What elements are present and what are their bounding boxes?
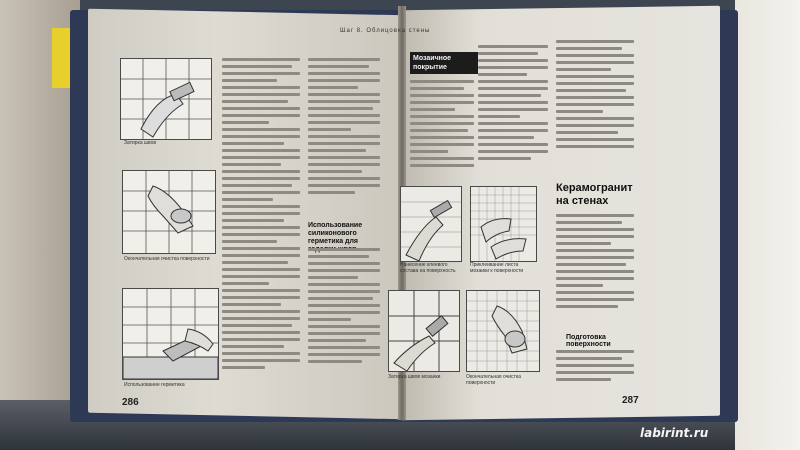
watermark-logo: labirint.ru	[640, 426, 709, 440]
figure-mosaic-sheet	[470, 186, 537, 262]
right-text-column-top	[556, 40, 634, 160]
caption-mosaic-grout: Затирка швов мозаики	[388, 374, 441, 380]
inner-text-column-top	[308, 58, 380, 218]
mosaic-text-left	[410, 80, 474, 180]
right-text-column-bottom	[556, 350, 634, 390]
running-head: Шаг 8. Облицовка стены	[340, 28, 431, 34]
caption-mosaic-sheet: Приклеивание листа мозаики к поверхности	[470, 262, 524, 274]
caption-sealant: Использование герметика	[124, 382, 185, 388]
left-page-number: 286	[122, 397, 139, 408]
caption-final-cleaning: Окончательная очистка поверхности	[466, 374, 521, 386]
inner-text-column-bottom	[308, 248, 380, 388]
caption-adhesive: Нанесение клеевого состава на поверхность	[400, 262, 456, 274]
background-right	[735, 0, 800, 450]
figure-adhesive	[400, 186, 462, 262]
figure-final-cleaning	[466, 290, 540, 372]
caption-grouting: Затирка швов	[124, 140, 157, 146]
mosaic-heading: Мозаичное покрытие	[410, 52, 478, 74]
right-page-number: 287	[622, 395, 639, 406]
sealant-subhead: Использование силиконового герметика для	[308, 222, 363, 245]
porcelain-heading: Керамогранит на стенах	[556, 182, 633, 207]
preparation-subhead: Подготовка поверхности	[566, 334, 611, 348]
figure-sealant	[122, 288, 219, 380]
figure-grouting	[120, 58, 212, 140]
right-text-column-middle	[556, 214, 634, 324]
caption-cleaning: Окончательная очистка поверхности	[124, 256, 210, 262]
figure-mosaic-grout	[388, 290, 460, 372]
left-text-column	[222, 58, 300, 393]
figure-cleaning	[122, 170, 216, 254]
mosaic-text-right	[478, 45, 548, 180]
